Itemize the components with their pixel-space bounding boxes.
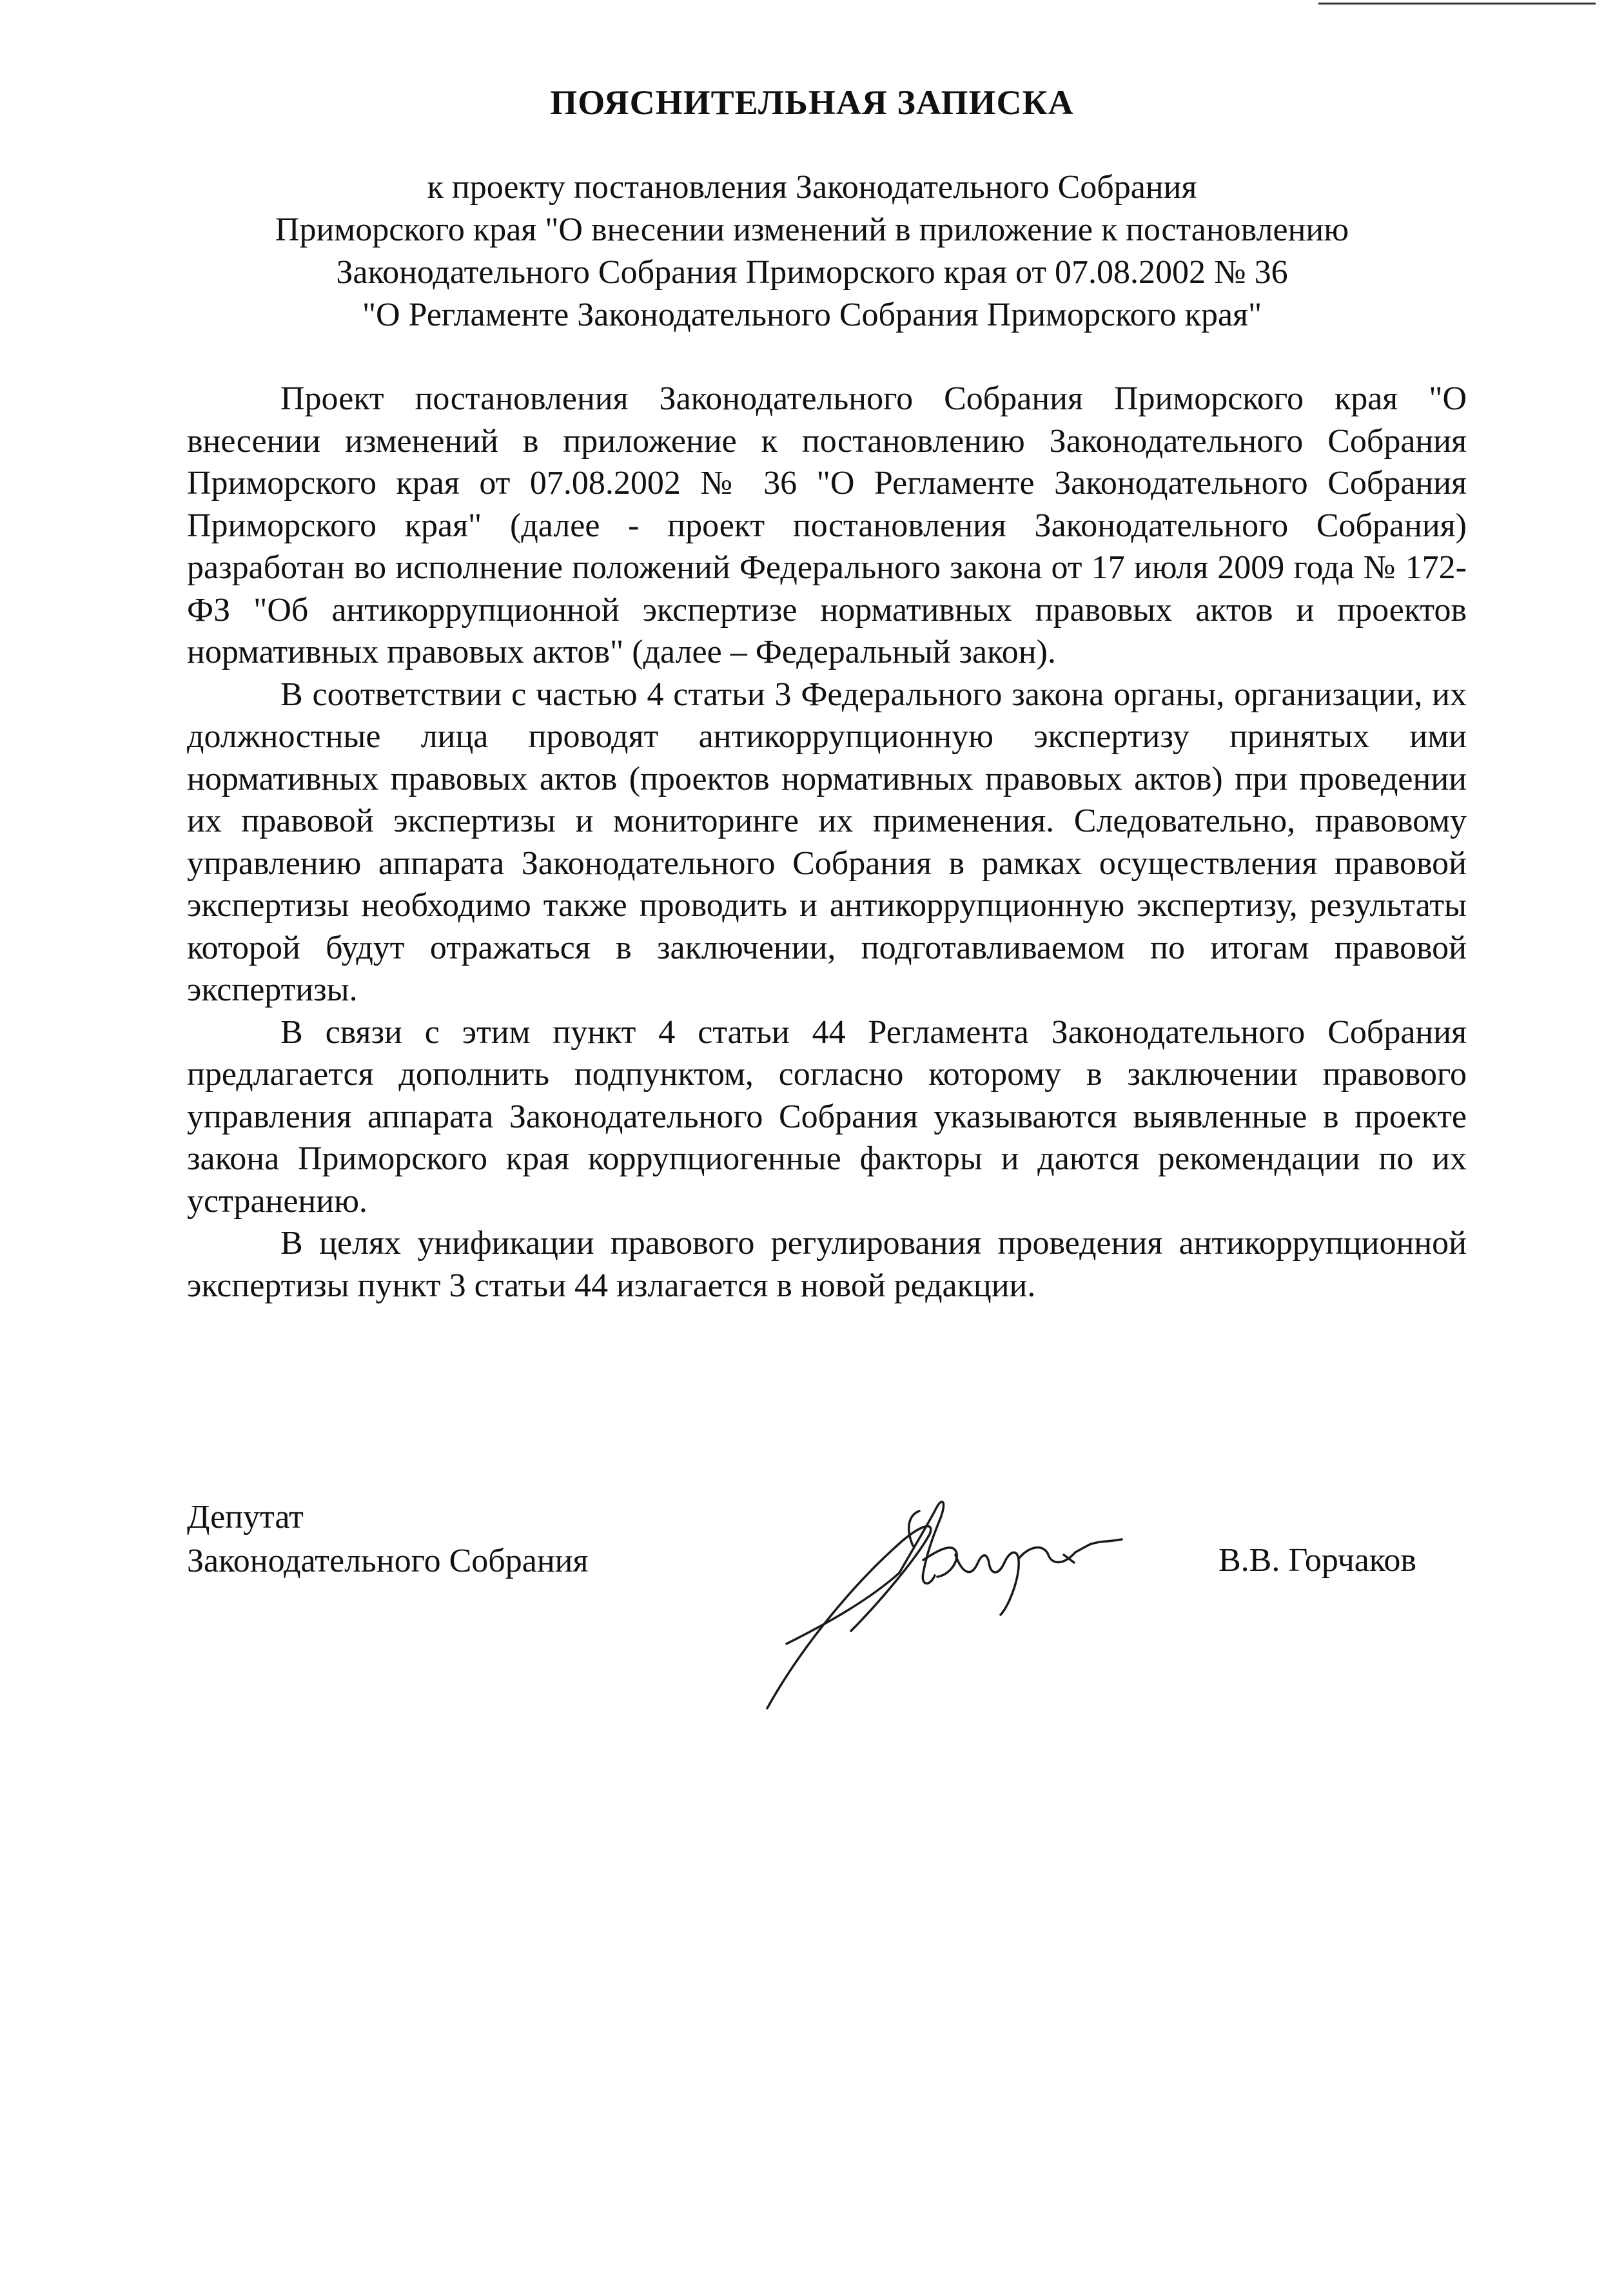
- subtitle-line: к проекту постановления Законодательного Собрания: [427, 169, 1197, 206]
- document-title: ПОЯСНИТЕЛЬНАЯ ЗАПИСКА: [550, 83, 1074, 122]
- body-paragraph: В целях унификации правового регулирования проведения антикоррупционной экспертизы пункт 3 статьи 44 излагается в новой редакции.: [187, 1225, 1467, 1304]
- document-subtitle: [129, 166, 1495, 336]
- document-body: [187, 378, 1467, 1307]
- subtitle-line: "О Регламенте Законодательного Собрания Приморского края": [362, 297, 1262, 333]
- signer-position-line: Законодательного Собрания: [187, 1543, 589, 1579]
- handwritten-signature: [761, 1483, 1135, 1715]
- subtitle-line: Приморского края "О внесении изменений в приложение к постановлению: [275, 211, 1349, 248]
- signer-position-line: Депутат: [187, 1499, 304, 1535]
- subtitle-line: Законодательного Собрания Приморского края от 07.08.2002 № 36: [336, 254, 1288, 291]
- body-paragraph: Проект постановления Законодательного Собрания Приморского края "О внесении изменений в приложение к постановлению Законодательного Собрания Приморского края от 07.08.2002 № 36 "О Регламенте Законодательного Собрания Приморского края" (далее - проект постановления Законодательного Собрания) разработан во исполнение положений Федерального закона от 17 июля 2009 года № 172-ФЗ "Об антикоррупционной экспертизе нормативных правовых актов и проектов нормативных правовых актов" (далее – Федеральный закон).: [187, 380, 1467, 670]
- signer-position: [187, 1496, 588, 1583]
- body-paragraph: В соответствии с частью 4 статьи 3 Федерального закона органы, организации, их должностные лица проводят антикоррупционную экспертизу принятых ими нормативных правовых актов (проектов нормативных правовых актов) при проведении их правовой экспертизы и мониторинге их применения. Следовательно, правовому управлению аппарата Законодательного Собрания в рамках осуществления правовой экспертизы необходимо также проводить и антикоррупционную экспертизу, результаты которой будут отражаться в заключении, подготавливаемом по итогам правовой экспертизы.: [187, 676, 1467, 1008]
- top-edge-rule: [1318, 3, 1596, 5]
- body-paragraph: В связи с этим пункт 4 статьи 44 Регламента Законодательного Собрания предлагается дополнить подпунктом, согласно которому в заключении правового управления аппарата Законодательного Собрания указываются выявленные в проекте закона Приморского края коррупциогенные факторы и даются рекомендации по их устранению.: [187, 1013, 1467, 1220]
- signer-name: В.В. Горчаков: [1218, 1542, 1416, 1579]
